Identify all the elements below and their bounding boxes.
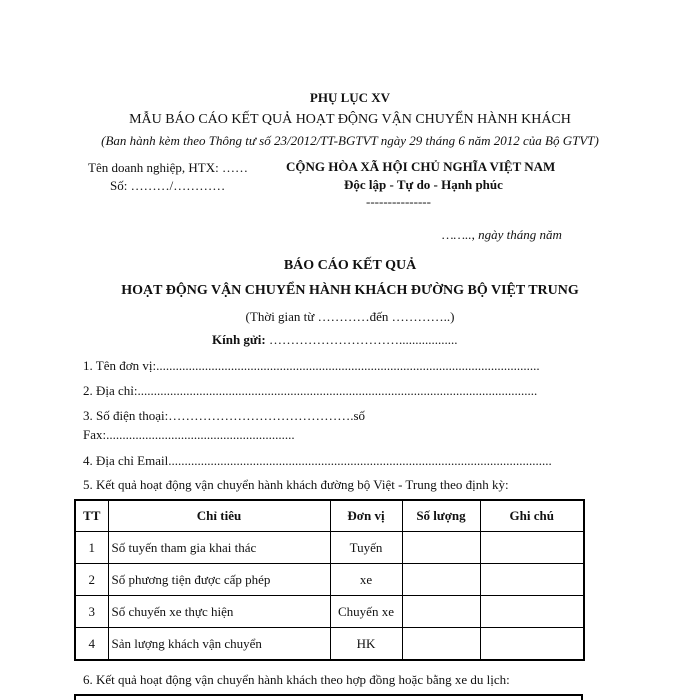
row-tt: 1 [75,532,108,564]
table-row [75,596,584,628]
email-field: 4. Địa chỉ Email...................................................................................................................... [83,453,552,468]
address-field: 2. Địa chỉ:........................................................................................................................... [83,383,538,398]
header-unit: Đơn vị [330,500,402,532]
header-note: Ghi chú [480,500,584,532]
recipient-label: Kính gửi: [212,332,266,347]
row-unit: Chuyến xe [330,596,402,628]
table-row [75,532,584,564]
phone-field: 3. Số điện thoại:…………………………………….số [83,408,366,423]
section-5-heading: 5. Kết quả hoạt động vận chuyển hành khách đường bộ Việt - Trung theo định kỳ: [83,477,509,492]
row-unit: HK [330,628,402,661]
row-note [480,628,584,661]
row-tt: 3 [75,596,108,628]
row-tt: 2 [75,564,108,596]
row-item: Số chuyến xe thực hiện [108,596,330,628]
row-item: Số tuyến tham gia khai thác [108,532,330,564]
row-note [480,532,584,564]
next-table-edge [74,694,583,700]
recipient-dots: ………………………….................. [265,332,458,347]
header-tt: TT [75,500,108,532]
table-row [75,628,584,661]
row-quantity [402,532,480,564]
row-unit: xe [330,564,402,596]
row-item: Số phương tiện được cấp phép [108,564,330,596]
company-name-field: Tên doanh nghiệp, HTX: …… [88,160,248,175]
row-note [480,564,584,596]
row-quantity [402,596,480,628]
report-period: (Thời gian từ …………đến …………..) [245,309,455,324]
date-line: …….., ngày tháng năm [442,227,562,242]
row-quantity [402,564,480,596]
header-quantity: Số lượng [402,500,480,532]
row-tt: 4 [75,628,108,661]
unit-name-field: 1. Tên đơn vị:...................................................................................................................... [83,358,540,373]
section-6-heading: 6. Kết quả hoạt động vận chuyển hành khách theo hợp đồng hoặc bằng xe du lịch: [83,672,510,687]
form-title: MẪU BÁO CÁO KẾT QUẢ HOẠT ĐỘNG VẬN CHUYỂN HÀNH KHÁCH [129,112,571,127]
report-table [74,499,585,661]
recipient-line [212,332,457,348]
row-unit: Tuyến [330,532,402,564]
table-row [75,564,584,596]
report-subtitle: HOẠT ĐỘNG VẬN CHUYỂN HÀNH KHÁCH ĐƯỜNG BỘ VIỆT TRUNG [121,283,579,298]
issued-note: (Ban hành kèm theo Thông tư số 23/2012/TT-BGTVT ngày 29 tháng 6 năm 2012 của Bộ GTVT) [101,133,599,148]
document-number-field: Số: ………/………… [110,178,226,193]
report-title: BÁO CÁO KẾT QUẢ [283,258,417,273]
table-header-row [75,500,584,532]
motto: Độc lập - Tự do - Hạnh phúc [344,177,503,192]
header-item: Chỉ tiêu [108,500,330,532]
row-note [480,596,584,628]
row-item: Sản lượng khách vận chuyển [108,628,330,661]
row-quantity [402,628,480,661]
appendix-label: PHỤ LỤC XV [309,90,391,105]
country-name: CỘNG HÒA XÃ HỘI CHỦ NGHĨA VIỆT NAM [286,159,556,174]
fax-field: Fax:.......................................................... [83,427,295,442]
motto-rule: --------------- [366,194,431,209]
